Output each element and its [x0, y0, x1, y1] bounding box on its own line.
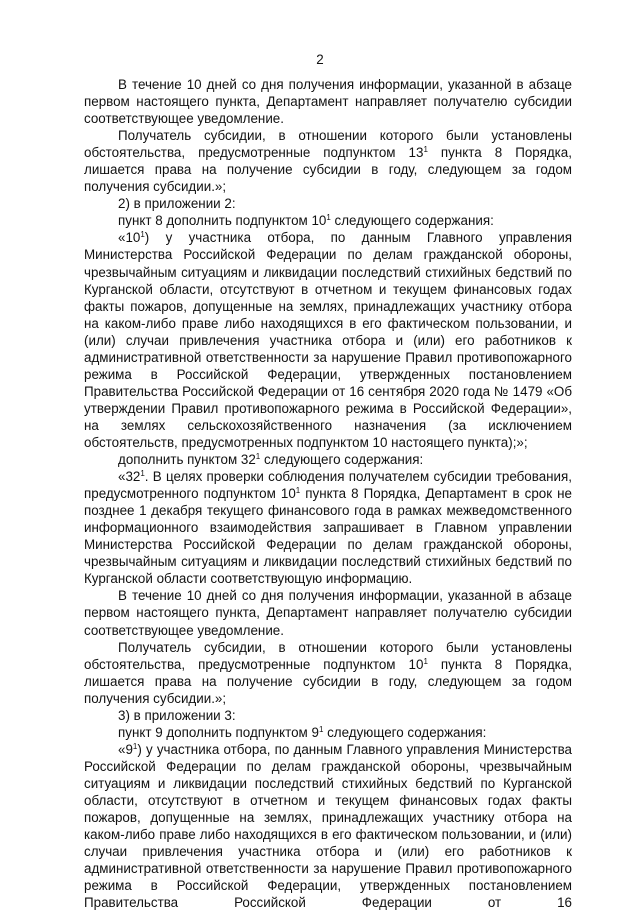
paragraph-text: В течение 10 дней со дня получения информации, указанной в абзаце первом настоящего пункта, Департамент направляет получателю субсидии соответствующее уведомление.	[84, 77, 572, 127]
paragraph-text: . В целях проверки соблюдения получателем субсидии требования, предусмотренного подпунктом 10	[84, 469, 572, 502]
paragraph-text: пункта 8 Порядка, Департамент в срок не позднее 1 декабря текущего финансового года в рамках межведомственного информационного взаимодействия запрашивает в Главном управлении Министерства Российской Федерации по делам гражданской обороны, чрезвычайным ситуациям и ликвидации последствий стихийных бедствий по Курганской области соответствующую информацию.	[84, 486, 572, 587]
paragraph	[84, 195, 572, 212]
page-number: 2	[316, 52, 324, 67]
paragraph	[84, 468, 572, 587]
paragraph-text: «10	[118, 230, 141, 246]
paragraph	[84, 451, 572, 468]
paragraph-text: пункт 8 дополнить подпунктом 10	[118, 213, 327, 229]
paragraph	[84, 127, 572, 195]
superscript: 1	[255, 452, 261, 462]
paragraph-text: «32	[118, 469, 141, 485]
superscript: 1	[318, 724, 324, 734]
superscript: 1	[132, 741, 138, 751]
superscript: 1	[295, 486, 301, 496]
paragraph-text: ) у участника отбора, по данным Главного управления Министерства Российской Федерации по делам гражданской обороны, чрезвычайным ситуациям и ликвидации последствий стихийных бедствий по Курганской области, отсутствуют в отчетном и текущем финансовых годах факты пожаров, допущенные на землях, принадлежащих участнику отбора на каком-либо праве либо находящихся в его фактическом пользовании, и (или) случаи привлечения участника отбора и (или) его работников к административной ответственности за нарушение Правил противопожарного режима в Российской Федерации, утвержденных постановлением Правительства Российской Федерации от 16 сентября 2020 года № 1479 «Об утверждении Правил противопожарного режима в Российской Федерации», на землях сельскохозяйственного назначения (за исключением обстоятельств, предусмотренных подпунктом 10 настоящего пункта);»;	[84, 230, 572, 450]
paragraph	[84, 587, 572, 638]
paragraph	[84, 707, 572, 724]
paragraph	[84, 639, 572, 707]
paragraph-text: 2) в приложении 2:	[118, 196, 236, 212]
paragraph-text: «9	[118, 741, 133, 757]
superscript: 1	[326, 213, 331, 223]
paragraph-text: Получатель субсидии, в отношении которого были установлены обстоятельства, предусмотренные подпунктом 13	[84, 128, 572, 161]
paragraph-text: Получатель субсидии, в отношении которого были установлены обстоятельства, предусмотренные подпунктом 10	[84, 639, 572, 672]
paragraph-text: пункт 9 дополнить подпунктом 9	[118, 724, 319, 740]
paragraph-text: следующего содержания:	[260, 452, 424, 468]
paragraph-text: пункта 8 Порядка, лишается права на получение субсидии в году, следующем за годом получения субсидии.»;	[84, 656, 572, 706]
superscript: 1	[140, 230, 145, 240]
paragraph-text: следующего содержания:	[323, 724, 487, 740]
paragraph	[84, 229, 572, 451]
superscript: 1	[423, 145, 428, 155]
document-body	[84, 76, 572, 911]
paragraph-text: 3) в приложении 3:	[118, 707, 236, 723]
paragraph	[84, 76, 572, 127]
paragraph	[84, 212, 572, 229]
superscript: 1	[423, 656, 428, 666]
paragraph	[84, 741, 572, 911]
paragraph-text: дополнить пунктом 32	[118, 452, 256, 468]
paragraph-text: пункта 8 Порядка, лишается права на получение субсидии в году, следующем за годом получения субсидии.»;	[84, 145, 572, 195]
paragraph	[84, 724, 572, 741]
paragraph-text: ) у участника отбора, по данным Главного управления Министерства Российской Федерации по делам гражданской обороны, чрезвычайным ситуациям и ликвидации последствий стихийных бедствий по Курганской области, отсутствуют в отчетном и текущем финансовых годах факты пожаров, допущенные на землях, принадлежащих участнику отбора на каком-либо праве либо находящихся в его фактическом пользовании, и (или) случаи привлечения участника отбора и (или) его работников к административной ответственности за нарушение Правил противопожарного режима в Российской Федерации, утвержденных постановлением Правительства Российской Федерации от 16	[84, 741, 572, 911]
paragraph-text: следующего содержания:	[330, 213, 494, 229]
superscript: 1	[140, 469, 145, 479]
paragraph-text: В течение 10 дней со дня получения информации, указанной в абзаце первом настоящего пункта, Департамент направляет получателю субсидии соответствующее уведомление.	[84, 588, 572, 638]
